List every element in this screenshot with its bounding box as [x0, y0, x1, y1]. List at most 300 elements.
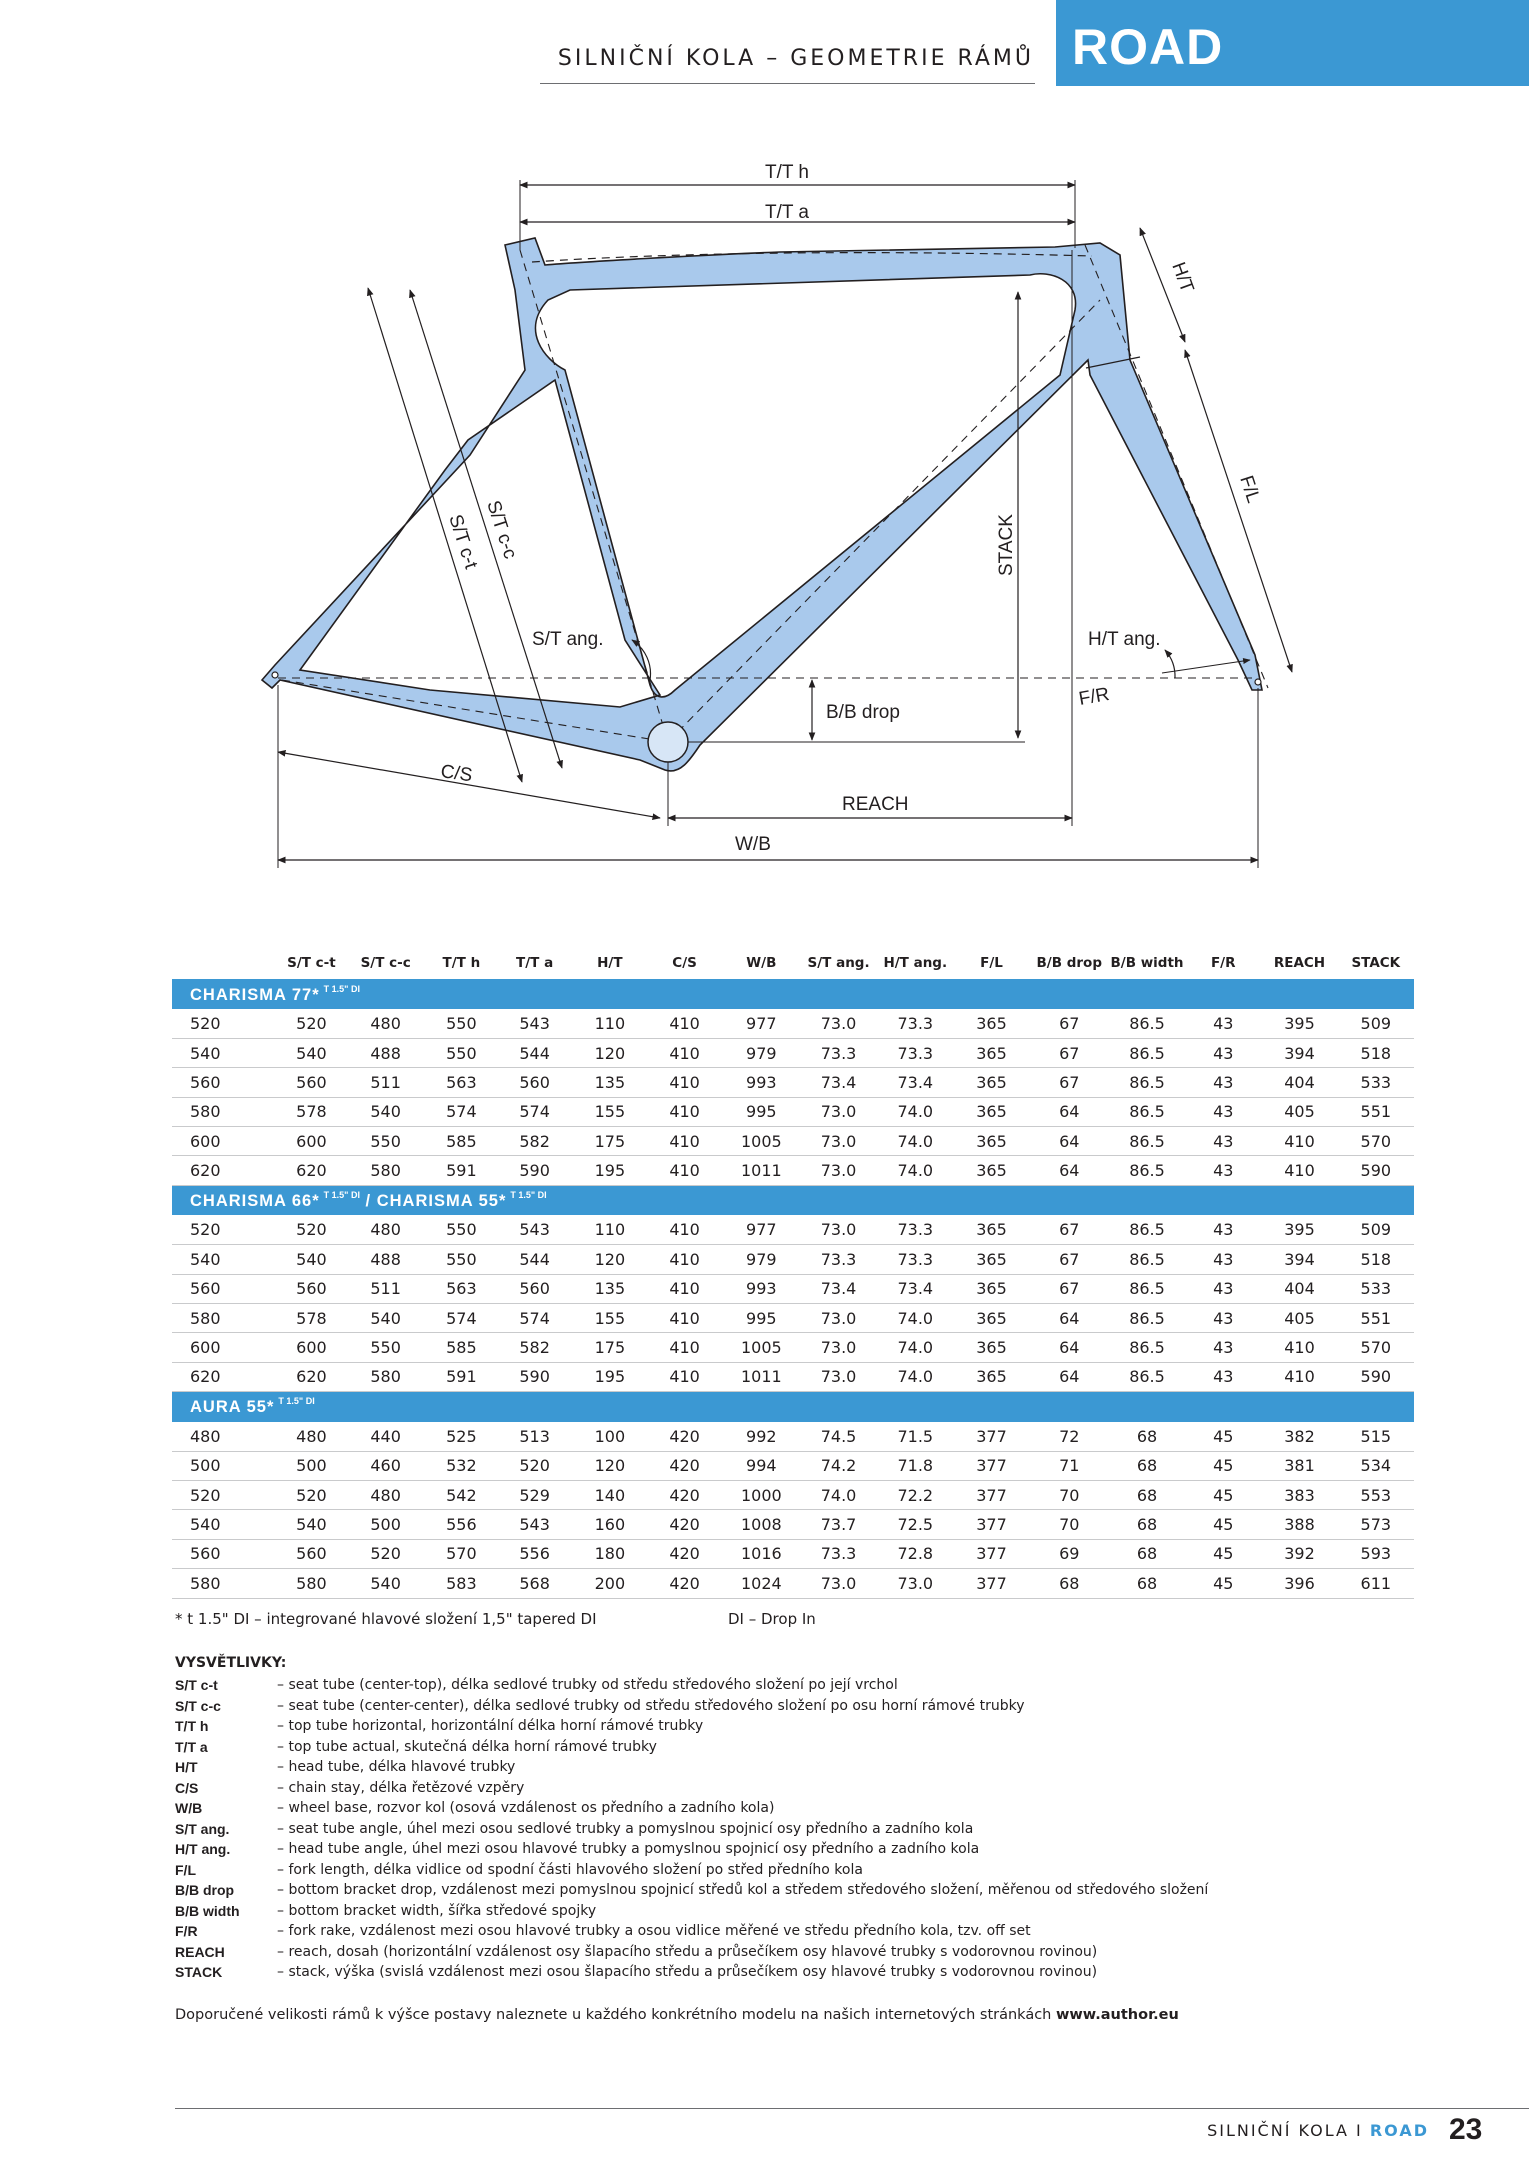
- model-name: / CHARISMA 55: [365, 1192, 499, 1211]
- table-cell: 175: [573, 1333, 646, 1362]
- table-cell: 560: [172, 1068, 278, 1097]
- legend-description: – chain stay, délka řetězové vzpěry: [277, 1779, 525, 1796]
- table-cell: 995: [723, 1304, 800, 1333]
- legend-key: B/B drop: [175, 1882, 235, 1899]
- legend-item: [175, 1757, 1415, 1778]
- table-cell: 68: [1030, 1569, 1109, 1598]
- table-row: [172, 1539, 1414, 1568]
- table-cell: 135: [573, 1068, 646, 1097]
- legend-key: H/T: [175, 1759, 198, 1776]
- table-cell: 1005: [723, 1333, 800, 1362]
- column-header: B/B drop: [1036, 955, 1102, 971]
- label-tt-a: T/T a: [765, 202, 809, 223]
- recommendation-text: Doporučené velikosti rámů k výšce postavy naleznete u každého konkrétního modelu na našich internetových stránkách: [175, 2007, 1056, 2023]
- table-cell: 73.3: [877, 1038, 953, 1067]
- table-cell: 43: [1185, 1333, 1261, 1362]
- table-cell: 520: [496, 1451, 573, 1480]
- geometry-table: [172, 947, 1414, 1599]
- table-cell: 86.5: [1109, 1274, 1185, 1303]
- table-cell: 392: [1261, 1539, 1337, 1568]
- table-cell: 73.3: [877, 1245, 953, 1274]
- column-header: C/S: [672, 955, 697, 971]
- column-header: REACH: [1273, 955, 1326, 971]
- table-cell: 590: [496, 1156, 573, 1185]
- table-cell: 1024: [723, 1569, 800, 1598]
- table-cell: 600: [172, 1333, 278, 1362]
- table-cell: 73.0: [800, 1333, 877, 1362]
- model-headset-note: T 1.5" DI: [323, 1190, 360, 1201]
- table-cell: 410: [646, 1304, 722, 1333]
- table-cell: 72.2: [877, 1480, 953, 1509]
- table-cell: 410: [1261, 1127, 1337, 1156]
- table-cell: 86.5: [1109, 1009, 1185, 1038]
- table-cell: 585: [427, 1127, 496, 1156]
- table-cell: 74.0: [877, 1362, 953, 1391]
- table-cell: 71: [1030, 1451, 1109, 1480]
- label-reach: REACH: [842, 794, 909, 815]
- table-cell: 410: [1261, 1333, 1337, 1362]
- table-cell: 518: [1338, 1245, 1414, 1274]
- table-cell: 394: [1261, 1245, 1337, 1274]
- table-cell: 43: [1185, 1009, 1261, 1038]
- table-row: [172, 1274, 1414, 1303]
- table-cell: 160: [573, 1510, 646, 1539]
- table-cell: 620: [172, 1362, 278, 1391]
- table-cell: 73.0: [800, 1156, 877, 1185]
- legend-item: [175, 1737, 1415, 1758]
- table-cell: 377: [953, 1451, 1029, 1480]
- table-cell: 365: [953, 1274, 1029, 1303]
- table-cell: 86.5: [1109, 1097, 1185, 1126]
- table-cell: 509: [1338, 1215, 1414, 1244]
- page-number: 23: [1449, 2113, 1483, 2146]
- table-cell: 578: [278, 1304, 344, 1333]
- table-cell: 520: [172, 1009, 278, 1038]
- table-row: [172, 1009, 1414, 1038]
- table-cell: 533: [1338, 1068, 1414, 1097]
- table-cell: 550: [427, 1215, 496, 1244]
- table-cell: 420: [646, 1422, 722, 1451]
- legend-key: F/L: [175, 1861, 196, 1878]
- table-cell: 86.5: [1109, 1038, 1185, 1067]
- table-cell: 377: [953, 1422, 1029, 1451]
- footer-section: [1207, 2121, 1429, 2140]
- legend-description: – seat tube (center-center), délka sedlové trubky od středu středového složení po osu horní rámové trubky: [277, 1697, 1025, 1714]
- table-cell: 480: [345, 1480, 427, 1509]
- table-cell: 420: [646, 1480, 722, 1509]
- legend-key: S/T ang.: [175, 1820, 230, 1837]
- table-cell: 68: [1109, 1422, 1185, 1451]
- footnote-tapered: * t 1.5" DI – integrované hlavové složení 1,5" tapered DI: [175, 1610, 597, 1628]
- table-cell: 74.0: [877, 1333, 953, 1362]
- table-cell: 74.0: [800, 1480, 877, 1509]
- table-cell: 365: [953, 1333, 1029, 1362]
- recommendation-note: [175, 2007, 1179, 2023]
- table-cell: 1000: [723, 1480, 800, 1509]
- table-cell: 620: [278, 1362, 344, 1391]
- table-cell: 550: [427, 1009, 496, 1038]
- table-cell: 593: [1338, 1539, 1414, 1568]
- legend-item: [175, 1839, 1415, 1860]
- column-header: S/T c-c: [360, 955, 411, 971]
- table-row: [172, 1038, 1414, 1067]
- table-cell: 573: [1338, 1510, 1414, 1539]
- table-cell: 511: [345, 1274, 427, 1303]
- table-cell: 405: [1261, 1304, 1337, 1333]
- table-cell: 73.0: [877, 1569, 953, 1598]
- table-cell: 578: [278, 1097, 344, 1126]
- table-cell: 580: [345, 1362, 427, 1391]
- table-cell: 500: [278, 1451, 344, 1480]
- table-cell: 200: [573, 1569, 646, 1598]
- table-cell: 74.0: [877, 1097, 953, 1126]
- table-row: [172, 1215, 1414, 1244]
- table-cell: 533: [1338, 1274, 1414, 1303]
- legend-description: – top tube actual, skutečná délka horní rámové trubky: [277, 1738, 657, 1755]
- table-cell: 68: [1109, 1510, 1185, 1539]
- table-cell: 365: [953, 1245, 1029, 1274]
- table-cell: 540: [345, 1097, 427, 1126]
- table-cell: 590: [1338, 1156, 1414, 1185]
- table-cell: 195: [573, 1362, 646, 1391]
- table-cell: 45: [1185, 1539, 1261, 1568]
- label-st-ang: S/T ang.: [532, 629, 604, 650]
- label-wb: W/B: [735, 834, 771, 855]
- column-header: H/T: [597, 955, 623, 971]
- table-cell: 560: [278, 1068, 344, 1097]
- table-cell: 977: [723, 1215, 800, 1244]
- column-header: F/R: [1210, 955, 1236, 971]
- table-cell: 365: [953, 1362, 1029, 1391]
- page-title: SILNIČNÍ KOLA – GEOMETRIE RÁMŮ: [557, 46, 1034, 71]
- table-cell: 420: [646, 1569, 722, 1598]
- table-cell: 460: [345, 1451, 427, 1480]
- table-cell: 574: [496, 1304, 573, 1333]
- table-cell: 580: [172, 1569, 278, 1598]
- table-cell: 410: [1261, 1156, 1337, 1185]
- model-star: *: [498, 1192, 507, 1211]
- table-cell: 410: [646, 1009, 722, 1038]
- table-cell: 365: [953, 1304, 1029, 1333]
- model-headset-note: T 1.5" DI: [323, 983, 360, 994]
- table-cell: 73.4: [877, 1274, 953, 1303]
- category-tag-label: ROAD: [1072, 19, 1224, 75]
- table-row: [172, 1127, 1414, 1156]
- table-cell: 86.5: [1109, 1362, 1185, 1391]
- table-row: [172, 1451, 1414, 1480]
- model-section-header: [172, 1185, 1414, 1215]
- table-row: [172, 1245, 1414, 1274]
- table-cell: 544: [496, 1245, 573, 1274]
- table-row: [172, 1510, 1414, 1539]
- legend-description: – bottom bracket drop, vzdálenost mezi pomyslnou spojnicí středů kol a středem středového složení, měřenou od středového složení: [277, 1882, 1209, 1899]
- table-cell: 540: [278, 1510, 344, 1539]
- table-cell: 410: [646, 1127, 722, 1156]
- table-cell: 64: [1030, 1127, 1109, 1156]
- table-cell: 410: [646, 1362, 722, 1391]
- table-cell: 68: [1109, 1451, 1185, 1480]
- legend-key: S/T c-t: [175, 1677, 218, 1694]
- table-cell: 540: [345, 1304, 427, 1333]
- legend-description: – stack, výška (svislá vzdálenost mezi osou šlapacího středu a průsečíkem osy hlavové trubky s vodorovnou rovinou): [277, 1964, 1098, 1981]
- table-cell: 73.3: [800, 1245, 877, 1274]
- label-fl: F/L: [1235, 473, 1264, 506]
- column-header: S/T ang.: [807, 955, 870, 971]
- table-cell: 67: [1030, 1009, 1109, 1038]
- table-cell: 365: [953, 1097, 1029, 1126]
- table-cell: 365: [953, 1215, 1029, 1244]
- table-row: [172, 1569, 1414, 1598]
- table-cell: 410: [646, 1274, 722, 1303]
- table-cell: 544: [496, 1038, 573, 1067]
- table-cell: 560: [496, 1274, 573, 1303]
- column-header: W/B: [746, 955, 777, 971]
- legend-key: C/S: [175, 1779, 199, 1796]
- table-row: [172, 1304, 1414, 1333]
- table-cell: 556: [496, 1539, 573, 1568]
- table-row: [172, 1333, 1414, 1362]
- column-header: T/T h: [442, 955, 481, 971]
- legend-title: VYSVĚTLIVKY:: [175, 1655, 287, 1671]
- table-cell: 993: [723, 1068, 800, 1097]
- table-cell: 520: [172, 1215, 278, 1244]
- table-cell: 420: [646, 1451, 722, 1480]
- table-cell: 69: [1030, 1539, 1109, 1568]
- table-cell: 480: [172, 1422, 278, 1451]
- table-cell: 556: [427, 1510, 496, 1539]
- table-cell: 45: [1185, 1480, 1261, 1509]
- table-cell: 540: [278, 1038, 344, 1067]
- table-cell: 73.0: [800, 1097, 877, 1126]
- label-cs: C/S: [439, 761, 474, 787]
- table-cell: 543: [496, 1009, 573, 1038]
- table-cell: 73.0: [800, 1009, 877, 1038]
- legend-item: [175, 1798, 1415, 1819]
- table-cell: 540: [172, 1245, 278, 1274]
- table-cell: 520: [278, 1215, 344, 1244]
- legend-item: [175, 1819, 1415, 1840]
- table-cell: 543: [496, 1510, 573, 1539]
- table-cell: 365: [953, 1038, 1029, 1067]
- table-cell: 72.8: [877, 1539, 953, 1568]
- table-row: [172, 1362, 1414, 1391]
- table-cell: 520: [345, 1539, 427, 1568]
- table-cell: 1011: [723, 1362, 800, 1391]
- website-link[interactable]: www.author.eu: [1055, 2007, 1179, 2023]
- table-cell: 120: [573, 1245, 646, 1274]
- table-cell: 73.0: [800, 1304, 877, 1333]
- label-st-cc: S/T c-c: [482, 498, 521, 562]
- table-cell: 68: [1109, 1539, 1185, 1568]
- legend-description: – head tube angle, úhel mezi osou hlavové trubky a pomyslnou spojnicí osy předního a zadního kola: [277, 1841, 980, 1858]
- legend-description: – seat tube angle, úhel mezi osou sedlové trubky a pomyslnou spojnicí osy předního a zadního kola: [277, 1820, 974, 1837]
- table-cell: 568: [496, 1569, 573, 1598]
- legend-item: [175, 1962, 1415, 1983]
- table-cell: 43: [1185, 1068, 1261, 1097]
- label-ht-ang: H/T ang.: [1088, 629, 1161, 650]
- label-st-ct: S/T c-t: [444, 512, 482, 572]
- table-cell: 71.5: [877, 1422, 953, 1451]
- header-rule: [540, 83, 1035, 84]
- table-cell: 64: [1030, 1304, 1109, 1333]
- table-cell: 74.0: [877, 1127, 953, 1156]
- column-header: [172, 947, 278, 979]
- table-cell: 74.5: [800, 1422, 877, 1451]
- legend-item: [175, 1716, 1415, 1737]
- model-name: CHARISMA 66: [190, 1192, 313, 1211]
- legend-key: H/T ang.: [175, 1841, 231, 1858]
- table-cell: 404: [1261, 1274, 1337, 1303]
- model-headset-note: T 1.5" DI: [278, 1396, 315, 1407]
- label-stack: STACK: [996, 514, 1017, 576]
- table-cell: 410: [646, 1038, 722, 1067]
- table-cell: 43: [1185, 1127, 1261, 1156]
- table-cell: 73.3: [877, 1009, 953, 1038]
- model-section-header: [172, 1392, 1414, 1422]
- table-cell: 43: [1185, 1038, 1261, 1067]
- table-cell: 574: [427, 1304, 496, 1333]
- legend-key: STACK: [175, 1964, 223, 1981]
- legend-key: T/T h: [175, 1718, 209, 1735]
- column-header: STACK: [1351, 955, 1401, 971]
- table-cell: 540: [172, 1510, 278, 1539]
- table-cell: 488: [345, 1038, 427, 1067]
- legend-key: REACH: [175, 1943, 225, 1960]
- table-cell: 542: [427, 1480, 496, 1509]
- table-cell: 140: [573, 1480, 646, 1509]
- table-cell: 1008: [723, 1510, 800, 1539]
- table-cell: 43: [1185, 1097, 1261, 1126]
- table-cell: 45: [1185, 1510, 1261, 1539]
- table-cell: 992: [723, 1422, 800, 1451]
- table-cell: 410: [1261, 1362, 1337, 1391]
- table-cell: 120: [573, 1038, 646, 1067]
- model-section-header: [172, 979, 1414, 1009]
- table-cell: 72: [1030, 1422, 1109, 1451]
- table-cell: 511: [345, 1068, 427, 1097]
- table-cell: 582: [496, 1127, 573, 1156]
- footer-section-label: SILNIČNÍ KOLA: [1207, 2121, 1349, 2140]
- table-cell: 480: [278, 1422, 344, 1451]
- legend-key: W/B: [175, 1800, 203, 1817]
- table-cell: 71.8: [877, 1451, 953, 1480]
- table-cell: 580: [345, 1156, 427, 1185]
- table-cell: 394: [1261, 1038, 1337, 1067]
- legend-item: [175, 1942, 1415, 1963]
- table-cell: 570: [1338, 1127, 1414, 1156]
- label-ht: H/T: [1167, 259, 1198, 296]
- table-cell: 480: [345, 1009, 427, 1038]
- table-cell: 534: [1338, 1451, 1414, 1480]
- legend-description: – top tube horizontal, horizontální délka horní rámové trubky: [277, 1718, 704, 1735]
- table-cell: 480: [345, 1215, 427, 1244]
- table-cell: 488: [345, 1245, 427, 1274]
- column-header: T/T a: [516, 955, 554, 971]
- table-cell: 520: [278, 1009, 344, 1038]
- table-cell: 580: [172, 1097, 278, 1126]
- footer-rule: [175, 2108, 1529, 2109]
- table-header: [172, 947, 1414, 979]
- table-row: [172, 1097, 1414, 1126]
- table-cell: 43: [1185, 1156, 1261, 1185]
- table-cell: 590: [496, 1362, 573, 1391]
- table-cell: 72.5: [877, 1510, 953, 1539]
- table-cell: 404: [1261, 1068, 1337, 1097]
- table-cell: 551: [1338, 1304, 1414, 1333]
- table-cell: 377: [953, 1510, 1029, 1539]
- table-cell: 73.4: [877, 1068, 953, 1097]
- table-cell: 563: [427, 1068, 496, 1097]
- table-cell: 86.5: [1109, 1333, 1185, 1362]
- table-row: [172, 1156, 1414, 1185]
- column-header: B/B width: [1110, 955, 1184, 971]
- table-cell: 560: [172, 1274, 278, 1303]
- category-tag: [1056, 0, 1529, 86]
- table-cell: 420: [646, 1510, 722, 1539]
- table-cell: 43: [1185, 1245, 1261, 1274]
- table-cell: 86.5: [1109, 1304, 1185, 1333]
- table-cell: 43: [1185, 1274, 1261, 1303]
- table-cell: 67: [1030, 1038, 1109, 1067]
- table-cell: 377: [953, 1569, 1029, 1598]
- table-cell: 64: [1030, 1333, 1109, 1362]
- table-cell: 73.3: [800, 1038, 877, 1067]
- label-fr: F/R: [1077, 683, 1112, 710]
- legend-key: F/R: [175, 1923, 198, 1940]
- table-cell: 86.5: [1109, 1127, 1185, 1156]
- table-cell: 73.7: [800, 1510, 877, 1539]
- legend-item: [175, 1860, 1415, 1881]
- legend-description: – fork rake, vzdálenost mezi osou hlavové trubky a osou vidlice měřené ve středu předního kola, tzv. off set: [277, 1923, 1031, 1940]
- legend-item: [175, 1880, 1415, 1901]
- table-cell: 86.5: [1109, 1215, 1185, 1244]
- table-cell: 540: [345, 1569, 427, 1598]
- table-cell: 45: [1185, 1569, 1261, 1598]
- table-cell: 365: [953, 1009, 1029, 1038]
- table-cell: 396: [1261, 1569, 1337, 1598]
- table-cell: 979: [723, 1038, 800, 1067]
- table-cell: 410: [646, 1156, 722, 1185]
- table-cell: 518: [1338, 1038, 1414, 1067]
- table-cell: 553: [1338, 1480, 1414, 1509]
- table-cell: 620: [172, 1156, 278, 1185]
- table-cell: 591: [427, 1156, 496, 1185]
- table-cell: 570: [1338, 1333, 1414, 1362]
- table-cell: 550: [345, 1333, 427, 1362]
- table-cell: 574: [427, 1097, 496, 1126]
- legend-description: – seat tube (center-top), délka sedlové trubky od středu středového složení po její vrchol: [277, 1677, 898, 1694]
- table-cell: 410: [646, 1245, 722, 1274]
- table-cell: 580: [278, 1569, 344, 1598]
- model-name: CHARISMA 77: [190, 985, 313, 1004]
- table-cell: 68: [1109, 1480, 1185, 1509]
- table-cell: 43: [1185, 1304, 1261, 1333]
- frame-shape: [262, 238, 1262, 771]
- table-cell: 560: [496, 1068, 573, 1097]
- table-cell: 583: [427, 1569, 496, 1598]
- legend-item: [175, 1921, 1415, 1942]
- legend-key: B/B width: [175, 1902, 240, 1919]
- table-cell: 979: [723, 1245, 800, 1274]
- table-cell: 381: [1261, 1451, 1337, 1480]
- table-cell: 86.5: [1109, 1068, 1185, 1097]
- table-cell: 410: [646, 1215, 722, 1244]
- table-cell: 585: [427, 1333, 496, 1362]
- table-cell: 560: [278, 1539, 344, 1568]
- table-cell: 582: [496, 1333, 573, 1362]
- table-cell: 563: [427, 1274, 496, 1303]
- table-cell: 550: [345, 1127, 427, 1156]
